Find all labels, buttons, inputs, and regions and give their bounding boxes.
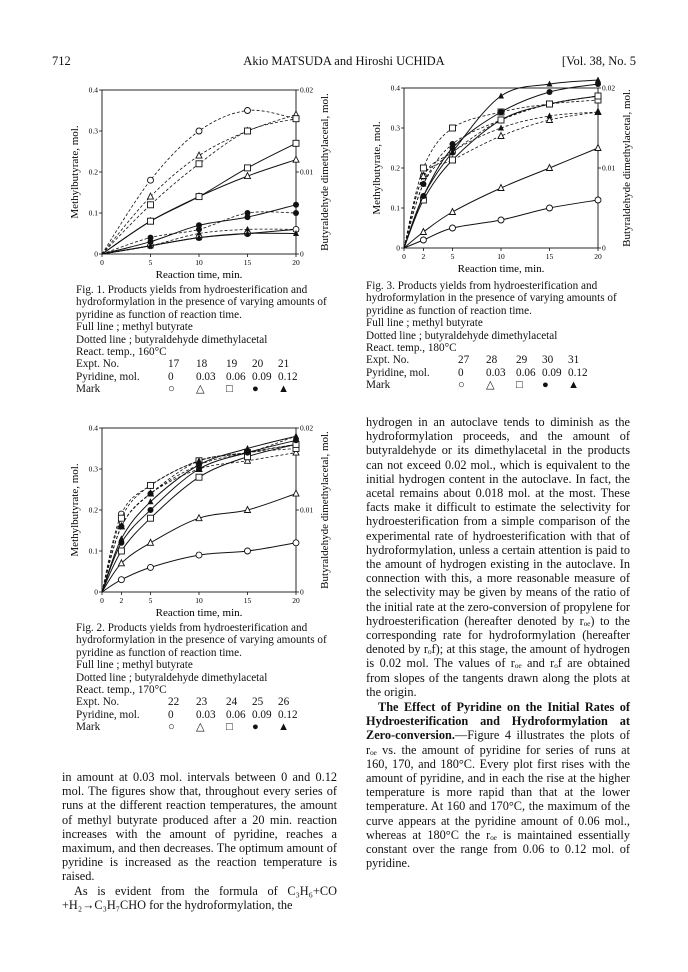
marker-open-circle xyxy=(196,552,202,558)
y-tick-label: 0.4 xyxy=(88,423,98,433)
caption-pyridine-row xyxy=(76,371,338,383)
expt-no: 24 xyxy=(226,696,238,709)
mark-label: Mark xyxy=(76,721,101,734)
pyridine-amount: 0.12 xyxy=(278,370,298,383)
x-tick-label: 5 xyxy=(450,252,455,261)
marker-filled-triangle xyxy=(118,535,124,541)
mark-symbol: ▲ xyxy=(278,721,290,734)
y-tick-label: 0.2 xyxy=(88,505,98,515)
pyridine-amount: 0.09 xyxy=(252,370,272,383)
mark-symbol: △ xyxy=(196,721,205,734)
figure-2-chart xyxy=(60,420,340,620)
left-column-text xyxy=(62,770,337,912)
marker-open-circle xyxy=(118,577,124,583)
x-tick-label: 5 xyxy=(148,258,153,267)
y2-axis-label: Butyraldehyde dimethylacetal, mol. xyxy=(319,93,331,251)
caption-pyridine-row xyxy=(366,367,628,379)
mark-symbol: ○ xyxy=(168,383,175,396)
y2-axis-label: Butyraldehyde dimethylacetal, mol. xyxy=(621,89,633,247)
page-number: 712 xyxy=(52,54,71,68)
x-tick-label: 0 xyxy=(100,258,104,267)
pyridine-amount: 0.06 xyxy=(226,708,246,721)
mark-symbol: □ xyxy=(516,379,523,392)
expt-label: Expt. No. xyxy=(366,354,410,367)
y-tick-label: 0 xyxy=(94,249,98,259)
marker-open-triangle xyxy=(196,152,202,158)
x-tick-label: 2 xyxy=(421,252,426,261)
marker-filled-circle xyxy=(293,210,299,216)
caption-react-temp: React. temp., 180°C xyxy=(366,342,457,355)
y-tick-label: 0 xyxy=(94,587,98,597)
mark-symbol: ● xyxy=(252,383,259,396)
x-tick-label: 15 xyxy=(243,258,252,267)
marker-open-triangle xyxy=(148,193,154,199)
pyridine-amount: 0.09 xyxy=(252,708,272,721)
pyridine-amount: 0.06 xyxy=(226,370,246,383)
marker-open-circle xyxy=(498,217,504,223)
y2-tick-label: 0 xyxy=(300,249,304,259)
marker-open-circle xyxy=(420,237,426,243)
mark-label: Mark xyxy=(76,383,101,396)
pyridine-amount: 0.06 xyxy=(516,366,536,379)
x-tick-label: 20 xyxy=(292,258,300,267)
expt-no: 28 xyxy=(486,354,498,367)
y-axis-label: Methylbutyrate, mol. xyxy=(69,463,81,557)
marker-open-circle xyxy=(293,540,299,546)
marker-filled-circle xyxy=(293,202,299,208)
pyridine-amount: 0 xyxy=(168,708,174,721)
marker-open-square xyxy=(450,157,456,163)
caption-expt-row xyxy=(76,358,338,370)
expt-no: 17 xyxy=(168,358,180,371)
running-authors: Akio MATSUDA and Hiroshi UCHIDA xyxy=(243,54,445,68)
marker-open-square xyxy=(118,515,124,521)
marker-open-circle xyxy=(595,197,601,203)
x-tick-label: 20 xyxy=(594,252,602,261)
pyridine-label: Pyridine, mol. xyxy=(76,370,140,383)
marker-open-triangle xyxy=(293,490,299,496)
marker-filled-circle xyxy=(245,214,251,220)
marker-open-circle xyxy=(148,564,154,570)
marker-open-circle xyxy=(245,548,251,554)
x-tick-label: 5 xyxy=(148,596,153,605)
x-tick-label: 15 xyxy=(243,596,252,605)
pyridine-amount: 0.12 xyxy=(278,708,298,721)
marker-open-circle xyxy=(148,177,154,183)
running-volume: [Vol. 38, No. 5 xyxy=(561,54,636,68)
caption-mark-row xyxy=(76,383,338,395)
mark-symbol: ● xyxy=(542,379,549,392)
y2-axis-label: Butyraldehyde dimethylacetal, mol. xyxy=(319,431,331,589)
figure-3-caption xyxy=(366,280,628,392)
caption-react-temp: React. temp., 160°C xyxy=(76,346,167,359)
caption-title: Fig. 1. Products yields from hydroesterification and hydroformylation in the presence of varying amounts of pyridine as function of reaction time. xyxy=(76,284,327,321)
y-tick-label: 0.3 xyxy=(88,126,98,136)
expt-no: 30 xyxy=(542,354,554,367)
figure-1 xyxy=(60,82,340,282)
expt-no: 19 xyxy=(226,358,238,371)
marker-open-circle xyxy=(450,225,456,231)
section-heading: The Effect of Pyridine on the Initial Rates of Hydroesterification and Hydroformylation at Zero-conversion. xyxy=(366,700,630,743)
marker-open-square xyxy=(498,117,504,123)
figure-3-chart xyxy=(362,80,642,276)
caption-mark-row xyxy=(366,379,628,391)
marker-open-triangle xyxy=(450,209,456,215)
marker-open-square xyxy=(196,194,202,200)
marker-open-square xyxy=(450,125,456,131)
expt-no: 23 xyxy=(196,696,208,709)
pyridine-amount: 0.03 xyxy=(486,366,506,379)
x-tick-label: 15 xyxy=(545,252,554,261)
marker-open-square xyxy=(420,165,426,171)
marker-open-square xyxy=(148,482,154,488)
x-tick-label: 10 xyxy=(195,596,203,605)
expt-no: 18 xyxy=(196,358,208,371)
acetal-series-line xyxy=(102,453,296,592)
x-axis-label: Reaction time, min. xyxy=(457,263,545,275)
x-tick-label: 0 xyxy=(402,252,406,261)
mark-symbol: △ xyxy=(486,379,495,392)
expt-no: 27 xyxy=(458,354,470,367)
y-tick-label: 0.4 xyxy=(88,85,98,95)
paragraph: in amount at 0.03 mol. intervals between 0 and 0.12 mol. The figures show that, throughout every series of runs at the different reaction temperatures, the amount of methyl butyrate produced after a 20 min. reaction increases with the amount of pyridine, reaches a maximum, and then decreases. The optimum amount of pyridine is increased as the reaction temperature is raised. xyxy=(62,770,337,884)
y-tick-label: 0.4 xyxy=(390,83,400,93)
marker-open-triangle xyxy=(420,229,426,235)
y2-tick-label: 0.02 xyxy=(300,85,314,95)
mark-symbol: △ xyxy=(196,383,205,396)
pyridine-amount: 0.03 xyxy=(196,708,216,721)
expt-no: 20 xyxy=(252,358,264,371)
y-tick-label: 0.2 xyxy=(390,163,400,173)
marker-filled-circle xyxy=(498,109,504,115)
marker-open-square xyxy=(196,474,202,480)
mark-symbol: □ xyxy=(226,721,233,734)
figure-1-chart xyxy=(60,82,340,282)
expt-label: Expt. No. xyxy=(76,358,120,371)
marker-open-square xyxy=(148,515,154,521)
marker-open-square xyxy=(245,165,251,171)
x-tick-label: 10 xyxy=(497,252,505,261)
pyridine-amount: 0.09 xyxy=(542,366,562,379)
marker-open-square xyxy=(293,116,299,122)
caption-mark-row xyxy=(76,721,338,733)
y2-tick-label: 0.01 xyxy=(602,163,616,173)
caption-title: Fig. 2. Products yields from hydroesterification and hydroformylation in the presence of varying amounts of pyridine as function of reaction time. xyxy=(76,622,327,659)
figure-1-caption xyxy=(76,284,338,396)
marker-open-square xyxy=(595,93,601,99)
marker-open-square xyxy=(245,128,251,134)
y2-tick-label: 0 xyxy=(602,243,606,253)
y2-tick-label: 0.01 xyxy=(300,167,314,177)
expt-no: 21 xyxy=(278,358,290,371)
y-axis-label: Methylbutyrate, mol. xyxy=(371,121,383,215)
caption-title: Fig. 3. Products yields from hydroesterification and hydroformylation in the presence of varying amounts of pyridine as function of reaction time. xyxy=(366,280,617,317)
ester-series-line xyxy=(404,148,598,248)
mark-symbol: ○ xyxy=(168,721,175,734)
y2-tick-label: 0 xyxy=(300,587,304,597)
caption-full-line: Full line ; methyl butyrate xyxy=(76,659,193,672)
plot-frame xyxy=(102,428,296,592)
caption-dotted-line: Dotted line ; butyraldehyde dimethylacetal xyxy=(76,671,268,684)
marker-open-circle xyxy=(196,128,202,134)
marker-open-circle xyxy=(245,108,251,114)
expt-no: 25 xyxy=(252,696,264,709)
mark-symbol: ▲ xyxy=(568,379,580,392)
marker-filled-triangle xyxy=(595,77,601,83)
caption-expt-row xyxy=(366,354,628,366)
caption-dotted-line: Dotted line ; butyraldehyde dimethylacetal xyxy=(76,333,268,346)
expt-label: Expt. No. xyxy=(76,696,120,709)
y-tick-label: 0.1 xyxy=(88,208,98,218)
marker-filled-circle xyxy=(148,507,154,513)
section-paragraph xyxy=(366,700,630,870)
figure-2 xyxy=(60,420,340,620)
paragraph: hydrogen in an autoclave tends to diminish as the hydroformylation proceeds, and the amount of butyraldehyde or its dimethylacetal in the products can not exceed 0.02 mol., which is equivalent to the initial hydrogen content in the autoclave. In fact, the acetal remains about 0.018 mol. at the most. These facts make it difficult to estimate the selectivity for hydroesterification from a simple comparison of the experimental rate of hydroesterification with that of hydroformylation, unless a certain attention is paid to the amount of hydrogen existing in the autoclave. In connection with this, a more reasonable measure of the selectivity may be given by means of the ratio of the initial rate at the zero-conversion of propylene for hydroesterification (hereafter denoted by rₒₑ) to the corresponding rate for hydroformylation (hereafter denoted by rₒf); at this stage, the amount of hydrogen is 0.02 mol. The values of rₒₑ and rₒf are obtained from slopes of the tangents drawn along the plots at the origin. xyxy=(366,415,630,699)
marker-open-triangle xyxy=(148,539,154,545)
marker-open-square xyxy=(118,548,124,554)
caption-full-line: Full line ; methyl butyrate xyxy=(366,317,483,330)
marker-filled-triangle xyxy=(595,109,601,115)
marker-filled-circle xyxy=(196,222,202,228)
caption-dotted-line: Dotted line ; butyraldehyde dimethylacetal xyxy=(366,329,558,342)
marker-open-triangle xyxy=(293,156,299,162)
y-tick-label: 0.2 xyxy=(88,167,98,177)
marker-open-square xyxy=(148,218,154,224)
x-tick-label: 2 xyxy=(119,596,124,605)
ester-series-line xyxy=(102,543,296,592)
marker-filled-circle xyxy=(547,89,553,95)
y2-tick-label: 0.02 xyxy=(602,83,616,93)
x-tick-label: 20 xyxy=(292,596,300,605)
expt-no: 26 xyxy=(278,696,290,709)
y-tick-label: 0.1 xyxy=(390,203,400,213)
marker-open-square xyxy=(293,140,299,146)
pyridine-label: Pyridine, mol. xyxy=(366,366,430,379)
right-column-text xyxy=(366,415,630,871)
y-tick-label: 0 xyxy=(396,243,400,253)
marker-open-triangle xyxy=(595,145,601,151)
figure-3 xyxy=(362,80,642,276)
marker-open-square xyxy=(547,101,553,107)
y2-tick-label: 0.02 xyxy=(300,423,314,433)
y-tick-label: 0.3 xyxy=(390,123,400,133)
pyridine-amount: 0.03 xyxy=(196,370,216,383)
x-axis-label: Reaction time, min. xyxy=(155,607,243,619)
expt-no: 22 xyxy=(168,696,180,709)
expt-no: 31 xyxy=(568,354,580,367)
x-axis-label: Reaction time, min. xyxy=(155,269,243,281)
marker-filled-triangle xyxy=(293,433,299,439)
ester-series-line xyxy=(102,494,296,592)
caption-full-line: Full line ; methyl butyrate xyxy=(76,321,193,334)
paragraph-body: —Figure 4 illustrates the plots of rₒₑ vs. the amount of pyridine for series of runs at 160, 170, and 180°C. Every plot first rises with the amount of pyridine, and in each the rise at the higher temperature is more rapid than that at the lower temperature. At 160 and 170°C, the maximum of the curve appears at the pyridine amount of 0.06 mol., whereas at 180°C the rₒₑ is maintained essentially constant over the range from 0.06 to 0.12 mol. of pyridine. xyxy=(366,728,630,871)
y-tick-label: 0.3 xyxy=(88,464,98,474)
pyridine-amount: 0 xyxy=(458,366,464,379)
caption-pyridine-row xyxy=(76,709,338,721)
y-tick-label: 0.1 xyxy=(88,546,98,556)
paragraph: As is evident from the formula of C₃H₆+CO +H₂→C₃H₇CHO for the hydroformylation, the xyxy=(62,883,337,912)
pyridine-amount: 0 xyxy=(168,370,174,383)
caption-expt-row xyxy=(76,696,338,708)
marker-filled-triangle xyxy=(498,93,504,99)
marker-open-square xyxy=(148,202,154,208)
mark-symbol: ● xyxy=(252,721,259,734)
marker-open-square xyxy=(196,161,202,167)
y-axis-label: Methylbutyrate, mol. xyxy=(69,125,81,219)
mark-symbol: ▲ xyxy=(278,383,290,396)
mark-label: Mark xyxy=(366,379,391,392)
figure-2-caption xyxy=(76,622,338,734)
ester-series-line xyxy=(404,200,598,248)
caption-react-temp: React. temp., 170°C xyxy=(76,684,167,697)
pyridine-label: Pyridine, mol. xyxy=(76,708,140,721)
x-tick-label: 10 xyxy=(195,258,203,267)
marker-open-circle xyxy=(547,205,553,211)
y2-tick-label: 0.01 xyxy=(300,505,314,515)
mark-symbol: □ xyxy=(226,383,233,396)
expt-no: 29 xyxy=(516,354,528,367)
pyridine-amount: 0.12 xyxy=(568,366,588,379)
x-tick-label: 0 xyxy=(100,596,104,605)
mark-symbol: ○ xyxy=(458,379,465,392)
